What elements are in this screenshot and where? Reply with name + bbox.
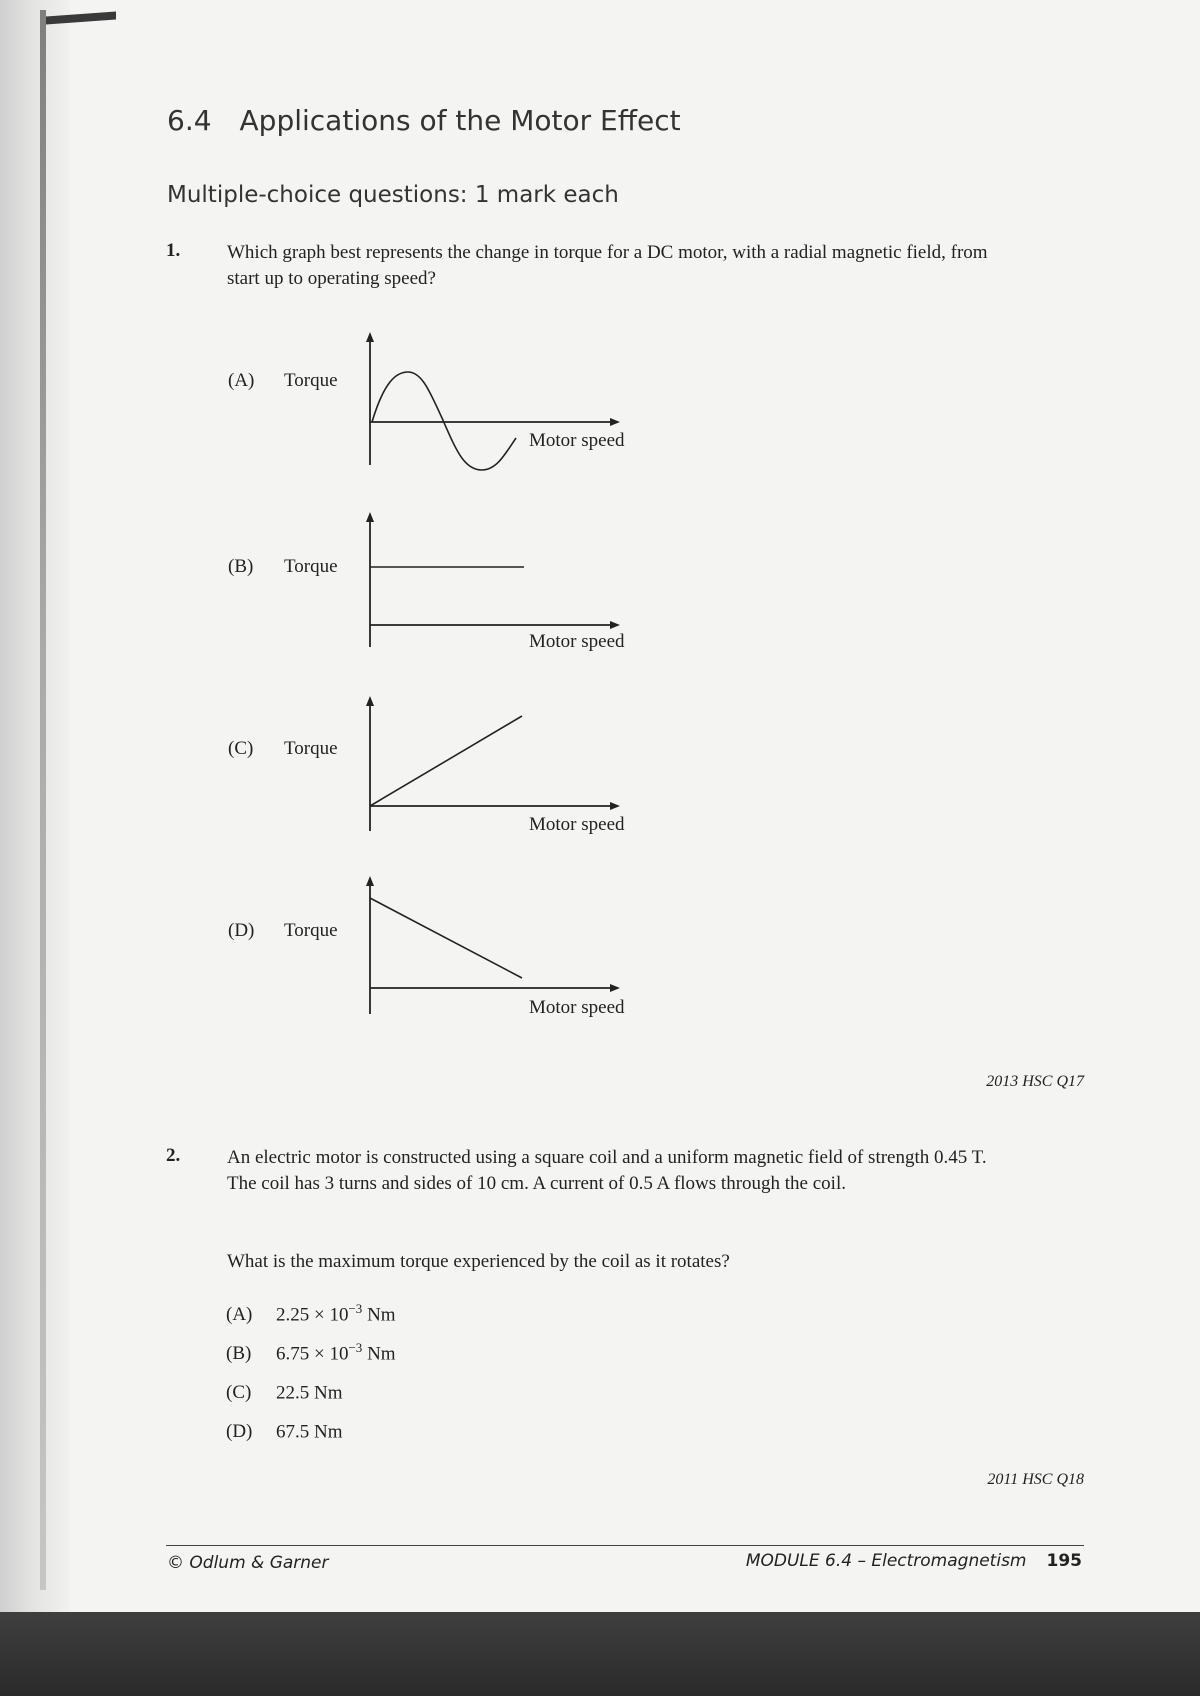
answer-mantissa: 6.75 × 10 bbox=[276, 1343, 349, 1365]
torque-line bbox=[370, 898, 522, 978]
question-text: An electric motor is constructed using a square coil and a uniform magnetic field of strength 0.45 T. The coil has 3 turns and sides of 10 cm. A current of 0.5 A flows through the coil. bbox=[227, 1147, 987, 1194]
question-number: 2. bbox=[166, 1145, 181, 1166]
x-axis-arrow bbox=[610, 418, 620, 426]
graph-option-d bbox=[360, 874, 630, 1014]
question-source: 2013 HSC Q17 bbox=[986, 1073, 1084, 1090]
answer-exponent: −3 bbox=[348, 1340, 363, 1355]
graph-x-label: Motor speed bbox=[529, 430, 625, 451]
graph-y-label: Torque bbox=[284, 556, 338, 577]
footer-copyright: © Odlum & Garner bbox=[167, 1553, 329, 1573]
binding-edge bbox=[40, 10, 46, 1590]
answer-letter: (A) bbox=[226, 1304, 253, 1326]
question-source: 2011 HSC Q18 bbox=[987, 1471, 1084, 1488]
answer-unit: Nm bbox=[362, 1343, 396, 1365]
answer-option bbox=[226, 1301, 396, 1326]
graph-x-label: Motor speed bbox=[529, 814, 625, 835]
question-number: 1. bbox=[166, 240, 181, 261]
y-axis-arrow bbox=[366, 332, 374, 342]
y-axis-arrow bbox=[366, 876, 374, 886]
y-axis-arrow bbox=[366, 512, 374, 522]
answer-mantissa: 67.5 Nm bbox=[276, 1421, 343, 1443]
option-letter: (A) bbox=[228, 370, 255, 391]
graph-y-label: Torque bbox=[284, 738, 338, 759]
graph-option-b bbox=[360, 510, 630, 650]
section-number: 6.4 bbox=[167, 104, 212, 137]
scan-bottom-shadow bbox=[0, 1612, 1200, 1696]
option-letter: (D) bbox=[228, 920, 255, 941]
footer-module bbox=[746, 1551, 1082, 1571]
graph-y-label: Torque bbox=[284, 920, 338, 941]
torque-curve bbox=[372, 372, 516, 470]
x-axis-arrow bbox=[610, 621, 620, 629]
option-letter: (B) bbox=[228, 556, 254, 577]
y-axis-arrow bbox=[366, 696, 374, 706]
answer-letter: (B) bbox=[226, 1343, 252, 1365]
answer-letter: (D) bbox=[226, 1421, 253, 1443]
x-axis-arrow bbox=[610, 984, 620, 992]
graph-y-label: Torque bbox=[284, 370, 338, 391]
answer-exponent: −3 bbox=[348, 1301, 363, 1316]
graph-x-label: Motor speed bbox=[529, 997, 625, 1018]
answer-letter: (C) bbox=[226, 1382, 252, 1404]
section-subtitle: Multiple-choice questions: 1 mark each bbox=[167, 182, 619, 208]
x-axis-arrow bbox=[610, 802, 620, 810]
question-text: Which graph best represents the change in torque for a DC motor, with a radial magnetic field, from start up to operating speed? bbox=[227, 242, 988, 289]
answer-unit: Nm bbox=[362, 1304, 396, 1326]
question-prompt: What is the maximum torque experienced by the coil as it rotates? bbox=[227, 1251, 730, 1272]
graph-x-label: Motor speed bbox=[529, 631, 625, 652]
answer-option bbox=[226, 1418, 343, 1443]
section-title: Applications of the Motor Effect bbox=[239, 104, 681, 137]
answer-option bbox=[226, 1340, 396, 1365]
footer-module-title: MODULE 6.4 – Electromagnetism bbox=[745, 1551, 1027, 1571]
page-binding-shadow bbox=[0, 0, 70, 1696]
torque-line bbox=[370, 716, 522, 806]
section-heading bbox=[167, 104, 681, 137]
option-letter: (C) bbox=[228, 738, 254, 759]
answer-mantissa: 22.5 Nm bbox=[276, 1382, 343, 1404]
graph-option-c bbox=[360, 694, 630, 834]
answer-option bbox=[226, 1379, 343, 1404]
answer-mantissa: 2.25 × 10 bbox=[276, 1304, 349, 1326]
footer-rule bbox=[166, 1545, 1084, 1546]
page-number: 195 bbox=[1046, 1551, 1082, 1571]
